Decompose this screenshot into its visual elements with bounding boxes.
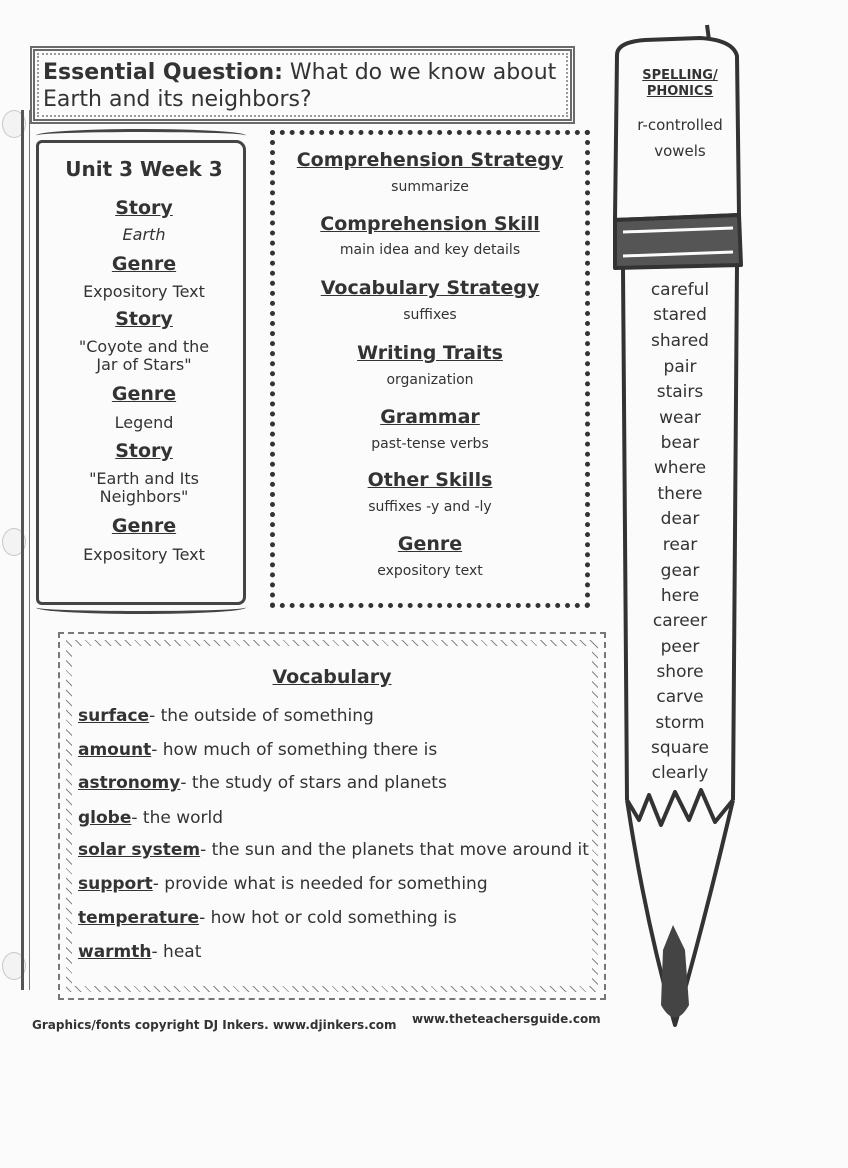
footer-website: www.theteachersguide.com [412, 1012, 601, 1026]
unit-genre-value: Legend [114, 413, 174, 432]
spelling-word: careful [650, 280, 710, 300]
vocabulary-title: Vocabulary [272, 666, 392, 688]
unit-story-value-line1: "Earth and Its [89, 469, 199, 488]
unit-genre-heading: Genre [111, 515, 177, 537]
spelling-word: peer [660, 637, 700, 657]
vocab-entry [78, 740, 437, 760]
strategy-value: suffixes [403, 307, 457, 323]
vocab-entry [78, 840, 589, 860]
vocab-word: temperature [78, 908, 200, 928]
vocab-def: - the study of stars and planets [180, 773, 447, 793]
vocab-word: astronomy [78, 773, 181, 793]
spelling-word: pair [663, 357, 697, 377]
spelling-word: stairs [656, 382, 704, 402]
strategy-value: expository text [377, 563, 483, 579]
vocab-entry [78, 874, 488, 894]
vocab-word: globe [78, 808, 132, 828]
strategy-heading: Other Skills [367, 469, 493, 491]
strategies-box [270, 130, 590, 608]
vocab-entry [78, 706, 374, 726]
spelling-word: career [652, 611, 708, 631]
vocab-def: - the sun and the planets that move around it [200, 840, 589, 860]
vocab-def: - the world [131, 808, 224, 828]
spelling-word: gear [660, 561, 700, 581]
spelling-sub-line2: vowels [654, 142, 706, 160]
unit-story-heading: Story [115, 440, 173, 462]
spelling-word: there [657, 484, 703, 504]
spelling-word: shore [656, 662, 704, 682]
vocab-entry [78, 942, 201, 962]
vocab-def: - how hot or cold something is [199, 908, 457, 928]
essential-question-line1: What do we know about [289, 60, 557, 85]
spelling-title-line1: SPELLING/ [642, 68, 718, 83]
vocab-def: - the outside of something [149, 706, 374, 726]
strategy-heading: Genre [397, 533, 463, 555]
spelling-title [605, 68, 755, 100]
unit-genre-value: Expository Text [83, 282, 205, 301]
strategy-value: main idea and key details [339, 242, 521, 258]
strategy-value: organization [386, 372, 474, 388]
spelling-sub-line1: r-controlled [637, 116, 723, 134]
unit-title: Unit 3 Week 3 [65, 157, 223, 181]
vocab-word: support [78, 874, 153, 894]
vocab-word: warmth [78, 942, 152, 962]
strategy-value: suffixes -y and -ly [368, 499, 492, 515]
vocab-def: - provide what is needed for something [152, 874, 488, 894]
unit-story-value: Earth [122, 225, 166, 244]
spelling-word: here [660, 586, 700, 606]
spelling-word: clearly [651, 763, 709, 783]
essential-question-label: Essential Question: [43, 60, 283, 85]
unit-scroll [36, 140, 246, 605]
essential-question-line2: Earth and its neighbors? [43, 87, 312, 112]
unit-genre-value: Expository Text [83, 545, 205, 564]
spelling-word: dear [660, 509, 700, 529]
unit-story-value-line2: Jar of Stars" [96, 355, 192, 374]
unit-genre-heading: Genre [111, 253, 177, 275]
footer-copyright: Graphics/fonts copyright DJ Inkers. www.djinkers.com [32, 1018, 397, 1032]
spelling-word: bear [660, 433, 700, 453]
strategy-heading: Writing Traits [357, 342, 503, 364]
vocab-entry [78, 908, 457, 928]
essential-question-banner [30, 46, 575, 124]
vocab-entry [78, 773, 447, 793]
spelling-word: shared [651, 331, 709, 351]
vocab-word: surface [78, 706, 150, 726]
vocab-word: amount [78, 740, 152, 760]
strategy-heading: Comprehension Skill [320, 213, 540, 235]
vocab-entry [78, 808, 223, 828]
vocabulary-box [58, 632, 606, 1000]
vocab-def: - how much of something there is [151, 740, 438, 760]
vocab-word: solar system [78, 840, 201, 860]
strategy-heading: Vocabulary Strategy [320, 277, 540, 299]
unit-story-heading: Story [115, 308, 173, 330]
scroll-pole [21, 110, 30, 990]
spelling-word: rear [662, 535, 698, 555]
strategy-value: summarize [391, 179, 469, 195]
spelling-title-line2: PHONICS [646, 84, 714, 99]
spelling-word: storm [655, 713, 705, 733]
spelling-word: stared [653, 305, 707, 325]
spelling-word: wear [659, 408, 701, 428]
spelling-word: square [651, 738, 709, 758]
unit-story-value-line2: Neighbors" [99, 487, 189, 506]
unit-genre-heading: Genre [111, 383, 177, 405]
strategy-heading: Grammar [380, 406, 480, 428]
vocab-def: - heat [151, 942, 202, 962]
strategy-value: past-tense verbs [371, 436, 489, 452]
spelling-word: carve [656, 687, 704, 707]
unit-story-heading: Story [115, 197, 173, 219]
strategy-heading: Comprehension Strategy [296, 149, 564, 171]
unit-story-value-line1: "Coyote and the [78, 337, 210, 356]
spelling-word: where [653, 458, 707, 478]
